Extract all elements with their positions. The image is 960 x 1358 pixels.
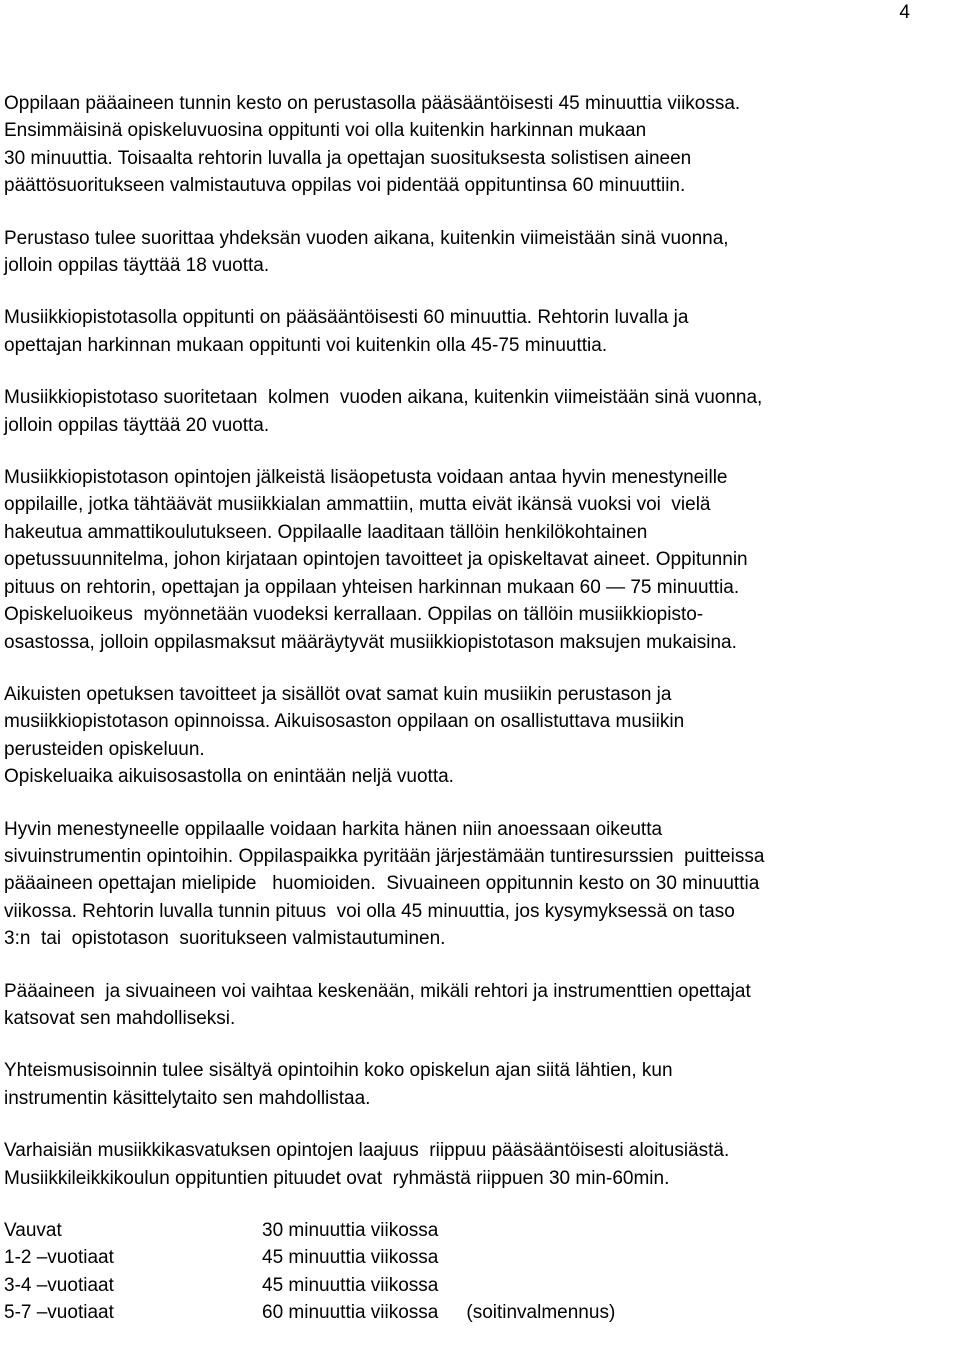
duration-age: 5-7 –vuotiaat <box>4 1302 114 1324</box>
duration-row <box>4 1217 954 1244</box>
paragraph-conservatory-lesson: Musiikkiopistotasolla oppitunti on pääsääntöisesti 60 minuuttia. Rehtorin luvalla ja opettajan harkinnan mukaan oppitunti voi kuitenkin olla 45-75 minuuttia. <box>4 307 689 356</box>
paragraph-further-education: Musiikkiopistotason opintojen jälkeistä lisäopetusta voidaan antaa hyvin menestyneille oppilaille, jotka tähtäävät musiikkialan ammattiin, mutta eivät ikänsä vuoksi voi vielä hakeutua ammattikoulutukseen. Oppilaalle laaditaan tällöin henkilökohtainen opetussuunnitelma, johon kirjataan opintojen tavoitteet ja opiskeltavat aineet. Oppitunnin pituus on rehtorin, opettajan ja oppilaan yhteisen harkinnan mukaan 60 — 75 minuuttia. Opiskeluoikeus myönnetään vuodeksi kerrallaan. Oppilas on tällöin musiikkiopisto- osastossa, jolloin oppilasmaksut määräytyvät musiikkiopistotason maksujen mukaisina. <box>4 467 748 653</box>
duration-note: (soitinvalmennus) <box>466 1302 616 1324</box>
document-body <box>4 90 954 1327</box>
duration-time: 45 minuuttia viikossa <box>262 1274 439 1296</box>
page-number: 4 <box>899 2 910 23</box>
paragraph-lesson-duration: Oppilaan pääaineen tunnin kesto on perustasolla pääsääntöisesti 45 minuuttia viikossa. Ensimmäisinä opiskeluvuosina oppitunti voi olla kuitenkin harkinnan mukaan 30 minuuttia. Toisaalta rehtorin luvalla ja opettajan suosituksesta solistisen aineen päättösuoritukseen valmistautuva oppilas voi pidentää oppituntinsa 60 minuuttiin. <box>4 93 741 197</box>
duration-time: 45 minuuttia viikossa <box>262 1247 439 1269</box>
duration-age: 1-2 –vuotiaat <box>4 1247 114 1269</box>
duration-age: Vauvat <box>4 1220 62 1241</box>
paragraph-subject-swap: Pääaineen ja sivuaineen voi vaihtaa keskenään, mikäli rehtori ja instrumenttien opettajat katsovat sen mahdolliseksi. <box>4 980 751 1029</box>
duration-row <box>4 1299 954 1326</box>
paragraph-adult-education: Aikuisten opetuksen tavoitteet ja sisällöt ovat samat kuin musiikin perustason ja musiikkiopistotason opinnoissa. Aikuisosaston oppilaan on osallistuttava musiikin perusteiden opiskeluun. Opiskeluaika aikuisosastolla on enintään neljä vuotta. <box>4 683 685 788</box>
duration-time: 60 minuuttia viikossa <box>262 1302 439 1324</box>
duration-row <box>4 1244 954 1271</box>
duration-list <box>4 1217 954 1327</box>
paragraph-basic-level-time: Perustaso tulee suorittaa yhdeksän vuoden aikana, kuitenkin viimeistään sinä vuonna, jolloin oppilas täyttää 18 vuotta. <box>4 227 729 277</box>
duration-time: 30 minuuttia viikossa <box>262 1220 439 1241</box>
paragraph-ensemble: Yhteismusisoinnin tulee sisältyä opintoihin koko opiskelun ajan siitä lähtien, kun instrumentin käsittelytaito sen mahdollistaa. <box>4 1060 673 1109</box>
paragraph-conservatory-time: Musiikkiopistotaso suoritetaan kolmen vuoden aikana, kuitenkin viimeistään sinä vuonna, jolloin oppilas täyttää 20 vuotta. <box>4 387 763 436</box>
duration-row <box>4 1272 954 1299</box>
paragraph-early-childhood: Varhaisiän musiikkikasvatuksen opintojen laajuus riippuu pääsääntöisesti aloitusiästä. Musiikkileikkikoulun oppituntien pituudet ovat ryhmästä riippuen 30 min-60min. <box>4 1140 730 1189</box>
paragraph-secondary-instrument: Hyvin menestyneelle oppilaalle voidaan harkita hänen niin anoessaan oikeutta sivuinstrumentin opintoihin. Oppilaspaikka pyritään järjestämään tuntiresurssien puitteissa pääaineen opettajan mielipide huomioiden. Sivuaineen oppitunnin kesto on 30 minuuttia viikossa. Rehtorin luvalla tunnin pituus voi olla 45 minuuttia, jos kysymyksessä on taso 3:n tai opistotason suoritukseen valmistautuminen. <box>4 818 765 950</box>
duration-age: 3-4 –vuotiaat <box>4 1274 114 1296</box>
